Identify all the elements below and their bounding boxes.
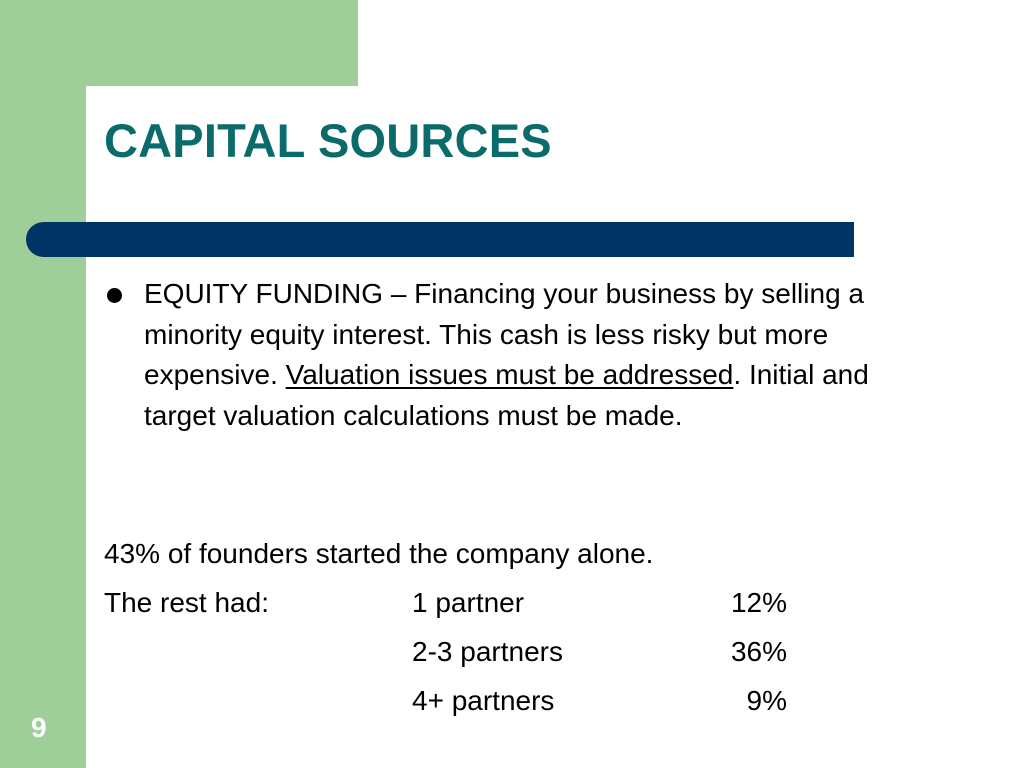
bullet-dot-icon [107, 288, 122, 303]
partner-row-label: 4+ partners [412, 685, 555, 716]
partner-row-value: 9% [746, 685, 787, 716]
title-divider-bar [26, 222, 854, 257]
partner-row-label: 2-3 partners [412, 636, 563, 667]
bullet-lead-text: EQUITY FUNDING – Financing your business by selling a minority equity interest. This cash is less risky but more expensive. [144, 278, 864, 390]
founders-alone-stat: 43% of founders started the company alone. [104, 538, 654, 569]
rest-had-label: The rest had: [104, 587, 269, 618]
equity-funding-bullet [144, 274, 944, 436]
bullet-tail-text: . Initial and target valuation calculations must be made. [144, 359, 869, 431]
bullet-underlined-text: Valuation issues must be addressed [285, 359, 734, 390]
top-accent-band [0, 0, 358, 86]
partner-row-value: 12% [730, 587, 787, 618]
slide-number: 9 [31, 712, 47, 743]
slide-title: CAPITAL SOURCES [104, 114, 552, 167]
partner-row-value: 36% [730, 636, 787, 667]
left-accent-band [0, 0, 86, 768]
partner-row-label: 1 partner [412, 587, 525, 618]
